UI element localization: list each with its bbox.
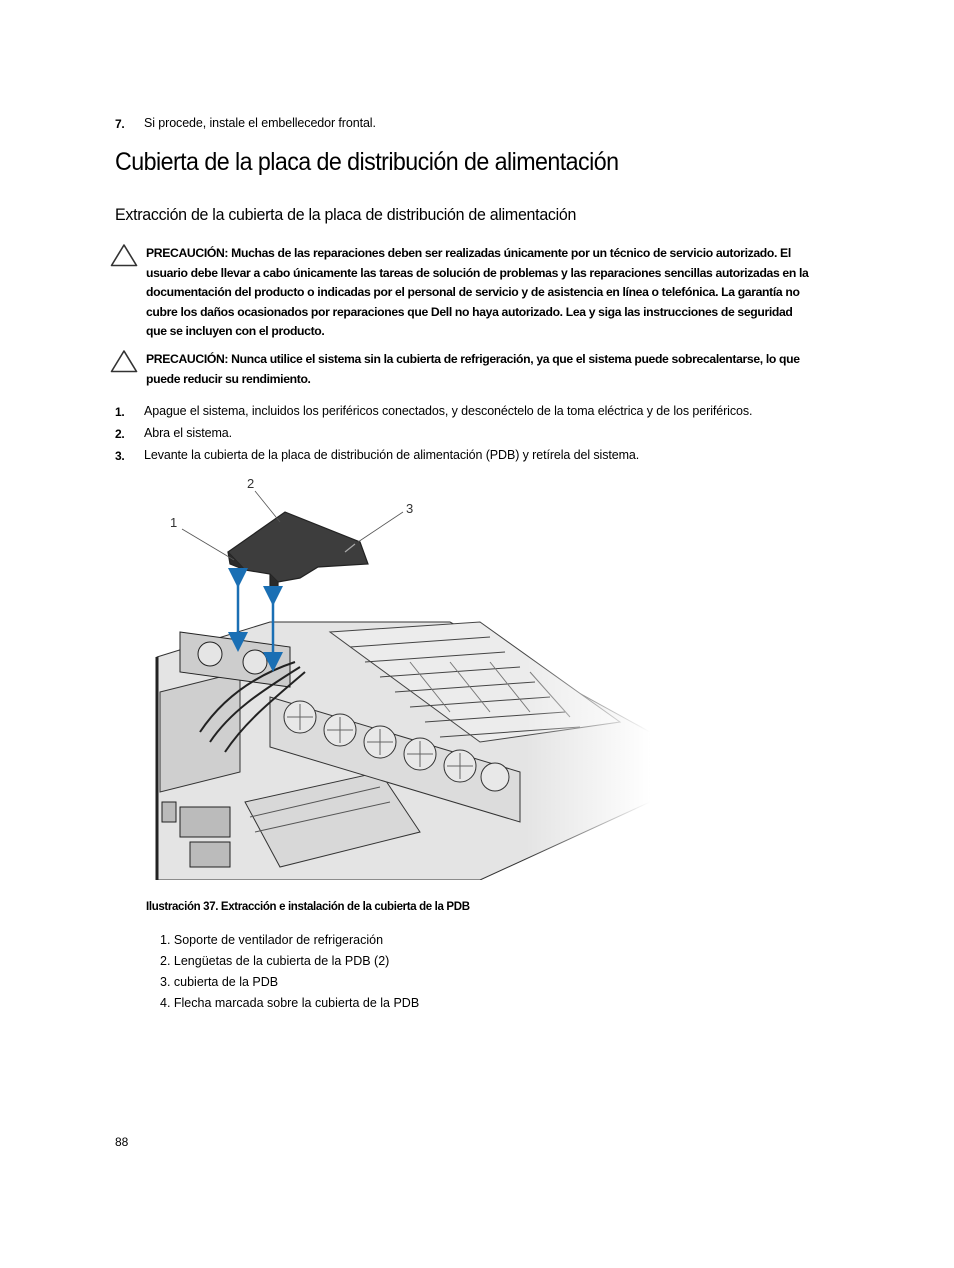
pdb-cover-illustration [150, 472, 650, 880]
legend-item: 1. Soporte de ventilador de refrigeración [160, 933, 384, 947]
warning-triangle-icon [110, 349, 138, 373]
step-number: 2. [115, 427, 125, 441]
callout-3: 3 [406, 501, 414, 516]
step-text: Apague el sistema, incluidos los periféricos conectados, y desconéctelo de la toma eléctrica y de los periféricos. [144, 404, 753, 418]
figure-caption: Ilustración 37. Extracción e instalación de la cubierta de la PDB [146, 901, 470, 913]
subsection-heading: Extracción de la cubierta de la placa de distribución de alimentación [115, 205, 577, 224]
legend-item: 3. cubierta de la PDB [160, 975, 279, 989]
legend-item: 2. Lengüetas de la cubierta de la PDB (2) [160, 954, 390, 968]
figure-legend [160, 930, 419, 1014]
page-number: 88 [115, 1135, 129, 1149]
caution-text: PRECAUCIÓN: Nunca utilice el sistema sin la cubierta de refrigeración, ya que el sistema puede sobrecalentarse, lo que puede reducir su rendimiento. [146, 352, 800, 386]
warning-triangle-icon [110, 243, 138, 267]
step-text: Si procede, instale el embellecedor frontal. [144, 116, 376, 130]
step-number: 3. [115, 449, 125, 463]
step-text: Abra el sistema. [144, 426, 233, 440]
legend-item: 4. Flecha marcada sobre la cubierta de la PDB [160, 996, 420, 1010]
step-number: 7. [115, 117, 125, 131]
callout-1: 1 [170, 515, 178, 530]
step-number: 1. [115, 405, 125, 419]
caution-text: PRECAUCIÓN: Muchas de las reparaciones deben ser realizadas únicamente por un técnico de servicio autorizado. El usuario debe llevar a cabo únicamente las tareas de solución de problemas y las reparaciones sencillas autorizadas en la documentación del producto o indicadas por el personal de servicio y de asistencia en línea o telefónica. La garantía no cubre los daños ocasionados por reparaciones que Dell no haya autorizado. Lea y siga las instrucciones de seguridad que se incluyen con el producto. [146, 246, 809, 338]
step-text: Levante la cubierta de la placa de distribución de alimentación (PDB) y retírela del sistema. [144, 448, 640, 462]
section-heading: Cubierta de la placa de distribución de alimentación [115, 148, 619, 176]
callout-2: 2 [247, 476, 255, 491]
